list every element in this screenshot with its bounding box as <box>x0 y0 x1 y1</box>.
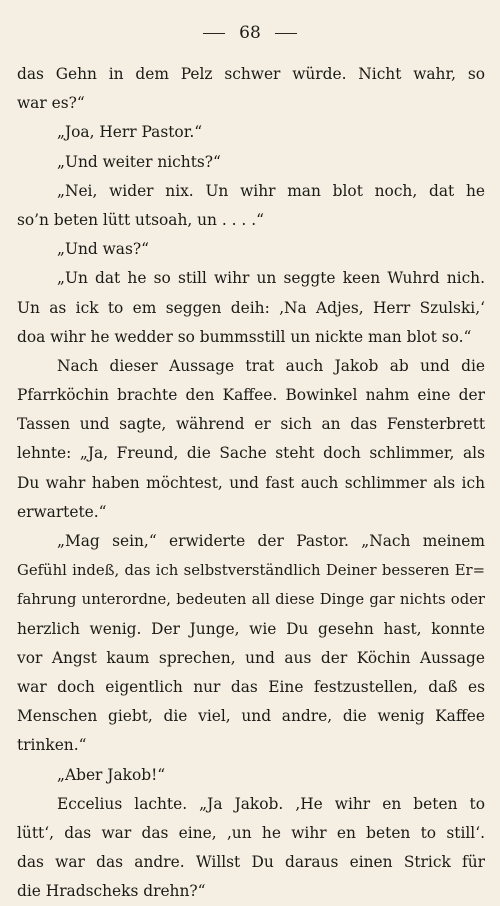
text-line: Tassen und sagte, während er sich an das Fensterbrett <box>17 415 485 434</box>
text-line: herzlich wenig. Der Junge, wie Du gesehn hast, konnte <box>17 619 485 638</box>
text-line: doa wihr he wedder so bummsstill un nickte man blot so.“ <box>17 327 472 346</box>
text-line: Un as ick to em seggen deih: ‚Na Adjes, Herr Szulski,‘ <box>17 298 485 317</box>
text-line: die Hradscheks drehn?“ <box>17 882 206 901</box>
text-line: war es?“ <box>17 94 85 113</box>
text-line: so’n beten lütt utsoah, un . . . .“ <box>17 210 264 229</box>
text-line: „Und was?“ <box>57 240 149 259</box>
body-text <box>17 60 485 906</box>
text-line: Du wahr haben möchtest, und fast auch schlimmer als ich <box>17 473 485 492</box>
text-line: Nach dieser Aussage trat auch Jakob ab und die <box>57 356 485 375</box>
page-number: 68 <box>239 23 261 43</box>
text-line: das Gehn in dem Pelz schwer würde. Nicht wahr, so <box>17 65 485 83</box>
text-line: trinken.“ <box>17 736 87 755</box>
text-line: „Und weiter nichts?“ <box>57 152 221 171</box>
text-line: Gefühl indeß, das ich selbstverständlich Deiner besseren Er= <box>17 562 485 580</box>
page-header <box>0 18 500 48</box>
text-line: „Aber Jakob!“ <box>57 765 166 784</box>
text-line: vor Angst kaum sprechen, und aus der Köchin Aussage <box>17 648 485 667</box>
text-line: „Un dat he so still wihr un seggte keen Wuhrd nich. <box>57 269 485 288</box>
text-line: Menschen giebt, die viel, und andre, die wenig Kaffee <box>17 707 485 726</box>
text-line: „Joa, Herr Pastor.“ <box>57 123 203 142</box>
text-line: Eccelius lachte. „Ja Jakob. ‚He wihr en beten to <box>57 794 485 813</box>
header-dash-left <box>203 33 225 34</box>
text-line: „Mag sein,“ erwiderte der Pastor. „Nach meinem <box>57 532 485 550</box>
text-line: lütt‘, das war das eine, ‚un he wihr en beten to still‘. <box>17 823 485 842</box>
text-line: Pfarrköchin brachte den Kaffee. Bowinkel nahm eine der <box>17 386 485 405</box>
text-line: lehnte: „Ja, Freund, die Sache steht doch schlimmer, als <box>17 444 485 463</box>
text-line: erwartete.“ <box>17 502 107 521</box>
text-line: „Nei, wider nix. Un wihr man blot noch, dat he <box>57 181 485 200</box>
header-dash-right <box>275 33 297 34</box>
text-line: war doch eigentlich nur das Eine festzustellen, daß es <box>17 677 485 696</box>
text-line: fahrung unterordne, bedeuten all diese Dinge gar nichts oder <box>17 591 485 609</box>
text-line: das war das andre. Willst Du daraus einen Strick für <box>17 853 485 872</box>
